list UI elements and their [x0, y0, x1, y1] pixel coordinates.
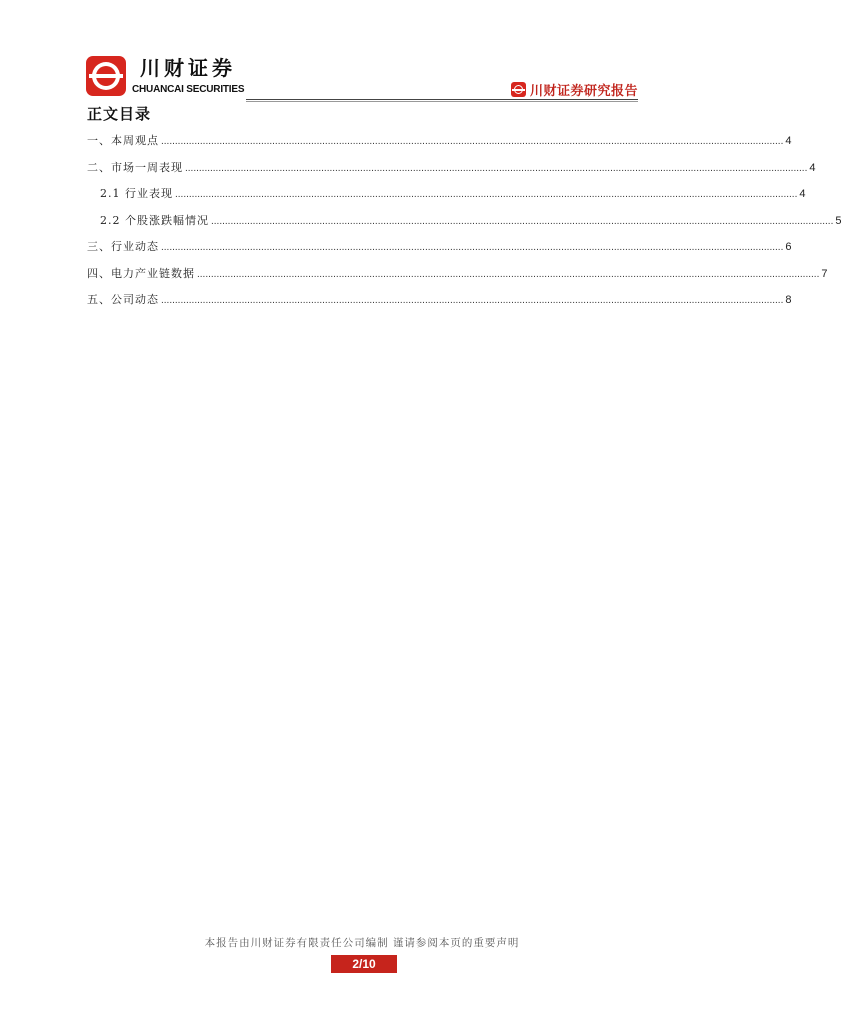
toc-entry-page: 4: [809, 161, 816, 174]
toc-entry-page: 8: [785, 294, 792, 306]
toc-leader-dots: ................................................................................................................................................................................................................................: [211, 215, 834, 227]
toc-leader-dots: ................................................................................................................................................................................................................................: [197, 268, 820, 280]
toc-entry-stock-changes[interactable]: [87, 212, 841, 239]
toc-entry-label: 三、行业动态: [87, 240, 159, 253]
toc-leader-dots: ................................................................................................................................................................................................................................: [161, 242, 784, 253]
logo-icon: [86, 56, 126, 96]
toc-entry-label: 2.1 行业表现: [100, 187, 173, 200]
toc-entry-industry-news[interactable]: [87, 238, 792, 265]
toc-entry-page: 4: [799, 188, 806, 200]
logo-chinese-name: 川财证券: [140, 56, 236, 80]
header-divider-secondary: [246, 101, 638, 102]
toc-entry-label: 一、本周观点: [87, 134, 159, 147]
toc-entry-market[interactable]: [87, 159, 816, 186]
toc-entry-power-chain-data[interactable]: [87, 265, 828, 292]
table-of-contents: [87, 132, 841, 318]
toc-entry-company-news[interactable]: [87, 291, 792, 318]
logo-text: [132, 56, 244, 96]
report-type-header: [511, 80, 638, 99]
report-type-label: 川财证券研究报告: [529, 84, 638, 99]
toc-entry-label: 五、公司动态: [87, 293, 159, 306]
footer-disclaimer: 本报告由川财证券有限责任公司编制 谨请参阅本页的重要声明: [204, 937, 520, 949]
toc-leader-dots: ................................................................................................................................................................................................................................: [161, 295, 784, 306]
company-logo: [86, 56, 244, 96]
toc-leader-dots: ................................................................................................................................................................................................................................: [185, 162, 808, 174]
toc-entry-label: 二、市场一周表现: [87, 160, 183, 174]
toc-entry-label: 2.2 个股涨跌幅情况: [100, 213, 209, 227]
logo-english-name: CHUANCAI SECURITIES: [132, 84, 245, 95]
toc-entry-page: 7: [821, 267, 828, 280]
toc-title: 正文目录: [87, 105, 152, 123]
small-logo-icon: [511, 82, 526, 97]
toc-leader-dots: ................................................................................................................................................................................................................................: [161, 136, 784, 147]
toc-entry-label: 四、电力产业链数据: [87, 266, 195, 280]
toc-entry-page: 4: [785, 135, 792, 147]
toc-leader-dots: ................................................................................................................................................................................................................................: [175, 189, 798, 200]
toc-entry-page: 5: [835, 214, 841, 227]
toc-entry-industry-performance[interactable]: [87, 185, 806, 212]
toc-entry-page: 6: [785, 241, 792, 253]
toc-entry-viewpoint[interactable]: [87, 132, 792, 159]
header-divider: [246, 99, 638, 100]
page-number: 2/10: [331, 955, 397, 973]
